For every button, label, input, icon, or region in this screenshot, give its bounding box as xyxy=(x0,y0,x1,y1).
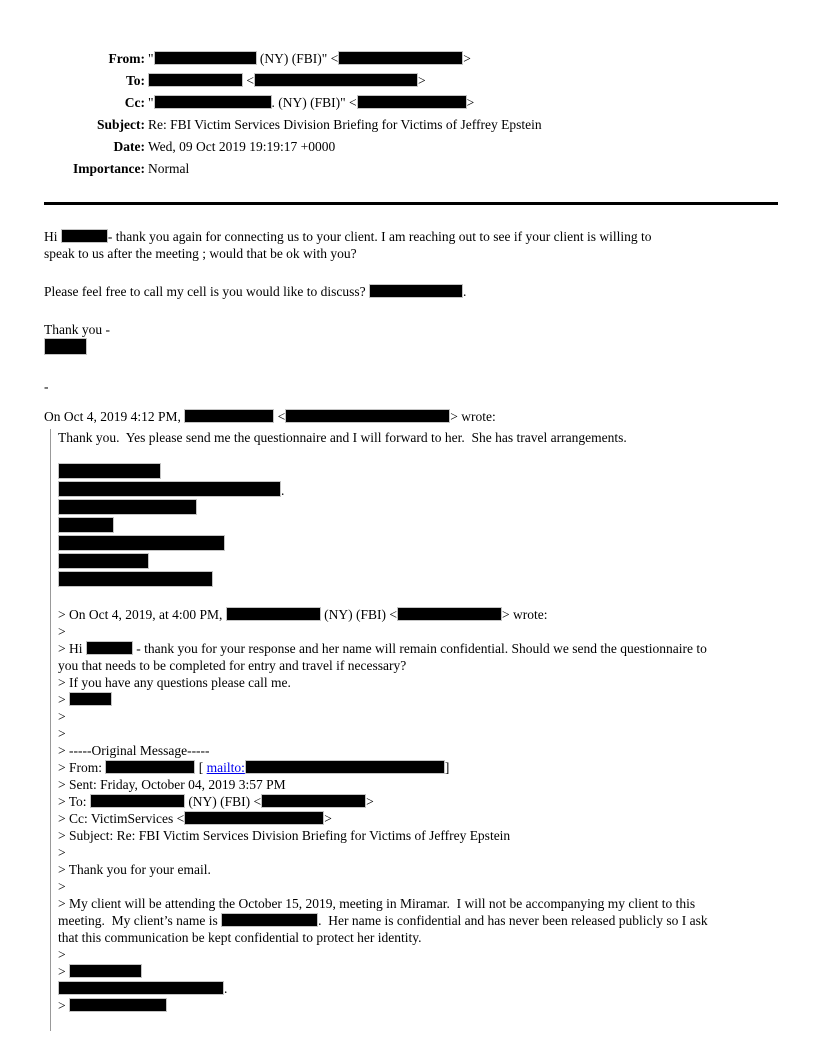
header-field-label: Subject: xyxy=(97,117,145,132)
text-run: . Her name is confidential and has never been released publicly so I ask xyxy=(318,913,708,928)
text-run: ] xyxy=(444,760,450,775)
text-line xyxy=(44,228,778,245)
text-run: " xyxy=(148,51,154,66)
text-run: > Cc: VictimServices < xyxy=(58,811,185,826)
text-run: > xyxy=(58,692,69,707)
blank-line xyxy=(58,589,778,606)
text-run: > Hi xyxy=(58,641,86,656)
header-field xyxy=(44,136,778,158)
redaction-bar xyxy=(58,535,225,551)
text-line xyxy=(58,844,778,861)
text-line xyxy=(58,878,778,895)
text-line xyxy=(58,429,778,446)
text-run: . xyxy=(224,981,228,996)
header-field-value xyxy=(148,114,778,136)
redaction-bar xyxy=(58,499,197,515)
body-paragraph xyxy=(44,228,778,262)
header-field xyxy=(44,48,778,70)
text-line xyxy=(58,606,778,623)
redaction-bar xyxy=(357,95,467,109)
text-line xyxy=(58,963,778,980)
text-run: > xyxy=(58,947,66,962)
text-run: . (NY) (FBI)" < xyxy=(271,95,357,110)
redaction-bar xyxy=(58,481,281,497)
text-run: < xyxy=(243,73,254,88)
text-run: " xyxy=(148,95,154,110)
text-line xyxy=(58,571,778,589)
header-field xyxy=(44,114,778,136)
text-line xyxy=(58,946,778,963)
header-field xyxy=(44,70,778,92)
text-run: Wed, 09 Oct 2019 19:19:17 +0000 xyxy=(148,139,336,154)
header-field-label: Importance: xyxy=(73,161,145,176)
email-header xyxy=(44,48,778,180)
redaction-bar xyxy=(58,981,224,995)
body-paragraph xyxy=(44,321,778,357)
redaction-bar xyxy=(105,760,195,774)
text-run: > Sent: Friday, October 04, 2019 3:57 PM xyxy=(58,777,286,792)
text-run: > xyxy=(418,73,426,88)
text-line xyxy=(58,463,778,481)
text-run: > Subject: Re: FBI Victim Services Division Briefing for Victims of Jeffrey Epstein xyxy=(58,828,511,843)
text-run: > wrote: xyxy=(450,409,496,424)
body-paragraph xyxy=(44,283,778,300)
redaction-bar xyxy=(58,463,161,479)
text-line xyxy=(58,793,778,810)
text-line xyxy=(58,997,778,1014)
text-run: > xyxy=(58,845,66,860)
text-line xyxy=(58,517,778,535)
text-line xyxy=(58,742,778,759)
redaction-bar xyxy=(69,998,167,1012)
text-run: Hi xyxy=(44,229,61,244)
redaction-bar xyxy=(61,229,108,243)
text-run: Thank you. Yes please send me the questionnaire and I will forward to her. She has travel arrangements. xyxy=(58,430,627,445)
text-line xyxy=(58,810,778,827)
text-line xyxy=(58,499,778,517)
text-run: > If you have any questions please call me. xyxy=(58,675,291,690)
redaction-bar xyxy=(90,794,185,808)
redaction-bar xyxy=(261,794,366,808)
redaction-bar xyxy=(338,51,463,65)
redaction-bar xyxy=(254,73,418,87)
redaction-bar xyxy=(148,73,243,87)
redaction-bar xyxy=(221,913,318,927)
text-run: > xyxy=(463,51,471,66)
text-run: (NY) (FBI)" < xyxy=(256,51,339,66)
text-run: you that needs to be completed for entry and travel if necessary? xyxy=(58,658,407,673)
header-field xyxy=(44,158,778,180)
redaction-bar xyxy=(154,51,257,65)
text-line xyxy=(58,980,778,997)
blank-line xyxy=(58,446,778,463)
redaction-bar xyxy=(184,811,324,825)
text-line xyxy=(58,623,778,640)
text-line xyxy=(44,408,778,425)
text-run: meeting. My client’s name is xyxy=(58,913,222,928)
redaction-bar xyxy=(69,692,112,706)
email-body xyxy=(44,228,778,425)
header-field-value xyxy=(148,92,778,114)
redaction-bar xyxy=(285,409,450,423)
text-line xyxy=(58,481,778,499)
text-run: - xyxy=(44,379,49,394)
text-run: On Oct 4, 2019 4:12 PM, xyxy=(44,409,185,424)
text-line xyxy=(58,691,778,708)
redaction-bar xyxy=(58,517,114,533)
text-run: > wrote: xyxy=(501,607,548,622)
text-run: > xyxy=(58,726,66,741)
text-line xyxy=(58,895,778,912)
text-line xyxy=(58,553,778,571)
quoted-reply xyxy=(50,429,778,1031)
text-run: Please feel free to call my cell is you would like to discuss? xyxy=(44,284,370,299)
text-line xyxy=(44,338,778,357)
text-run: Re: FBI Victim Services Division Briefing for Victims of Jeffrey Epstein xyxy=(148,117,542,132)
text-run: > Thank you for your email. xyxy=(58,862,211,877)
header-field-label: From: xyxy=(108,51,145,66)
redaction-bar xyxy=(245,760,445,774)
text-run: > xyxy=(58,624,66,639)
text-run: > xyxy=(58,879,66,894)
body-paragraph xyxy=(44,408,778,425)
redaction-bar xyxy=(369,284,463,298)
text-line xyxy=(44,378,778,395)
text-run: > xyxy=(58,964,69,979)
text-run: > From: xyxy=(58,760,106,775)
text-run: - thank you again for connecting us to your client. I am reaching out to see if your client is willing to xyxy=(107,229,652,244)
text-run: > xyxy=(324,811,332,826)
text-run: (NY) (FBI) < xyxy=(320,607,397,622)
text-line xyxy=(44,245,778,262)
text-run: > To: xyxy=(58,794,90,809)
text-line xyxy=(58,725,778,742)
redaction-bar xyxy=(226,607,321,621)
text-run: - thank you for your response and her name will remain confidential. Should we send the questionnaire to xyxy=(132,641,707,656)
redaction-bar xyxy=(58,553,149,569)
text-run: > On Oct 4, 2019, at 4:00 PM, xyxy=(58,607,226,622)
header-field-value xyxy=(148,48,778,70)
text-run: . xyxy=(281,483,285,498)
header-field-value xyxy=(148,70,778,92)
text-run: > xyxy=(58,998,69,1013)
header-field-label: To: xyxy=(125,73,145,88)
text-line xyxy=(58,657,778,674)
text-line xyxy=(44,283,778,300)
header-field-label: Cc: xyxy=(124,95,145,110)
redaction-bar xyxy=(184,409,274,423)
text-run: > xyxy=(366,794,374,809)
redaction-bar xyxy=(44,338,87,355)
redaction-bar xyxy=(154,95,272,109)
text-run: Thank you - xyxy=(44,322,110,337)
text-run: > My client will be attending the October 15, 2019, meeting in Miramar. I will not be accompanying my client to this xyxy=(58,896,696,911)
text-run: [ xyxy=(195,760,207,775)
text-line xyxy=(58,640,778,657)
text-line xyxy=(44,321,778,338)
text-run: (NY) (FBI) < xyxy=(184,794,262,809)
text-run: Normal xyxy=(148,161,190,176)
header-field-value xyxy=(148,158,778,180)
mailto-link[interactable]: mailto: xyxy=(206,760,245,775)
header-field-label: Date: xyxy=(113,139,145,154)
text-line xyxy=(58,861,778,878)
redaction-bar xyxy=(69,964,142,978)
text-line xyxy=(58,674,778,691)
text-line xyxy=(58,912,778,929)
text-run: < xyxy=(274,409,286,424)
text-line xyxy=(58,759,778,776)
header-field xyxy=(44,92,778,114)
text-run: > -----Original Message----- xyxy=(58,743,210,758)
text-line xyxy=(58,708,778,725)
text-line xyxy=(58,776,778,793)
redaction-bar xyxy=(397,607,502,621)
text-run: > xyxy=(58,709,66,724)
header-field-value xyxy=(148,136,778,158)
text-line xyxy=(58,827,778,844)
body-paragraph xyxy=(44,378,778,395)
header-divider xyxy=(44,202,778,205)
text-line xyxy=(58,929,778,946)
text-run: . xyxy=(463,284,467,299)
text-run: that this communication be kept confidential to protect her identity. xyxy=(58,930,422,945)
redaction-bar xyxy=(86,641,133,655)
text-run: > xyxy=(466,95,475,110)
text-run: speak to us after the meeting ; would that be ok with you? xyxy=(44,246,357,261)
redaction-bar xyxy=(58,571,213,587)
text-line xyxy=(58,535,778,553)
